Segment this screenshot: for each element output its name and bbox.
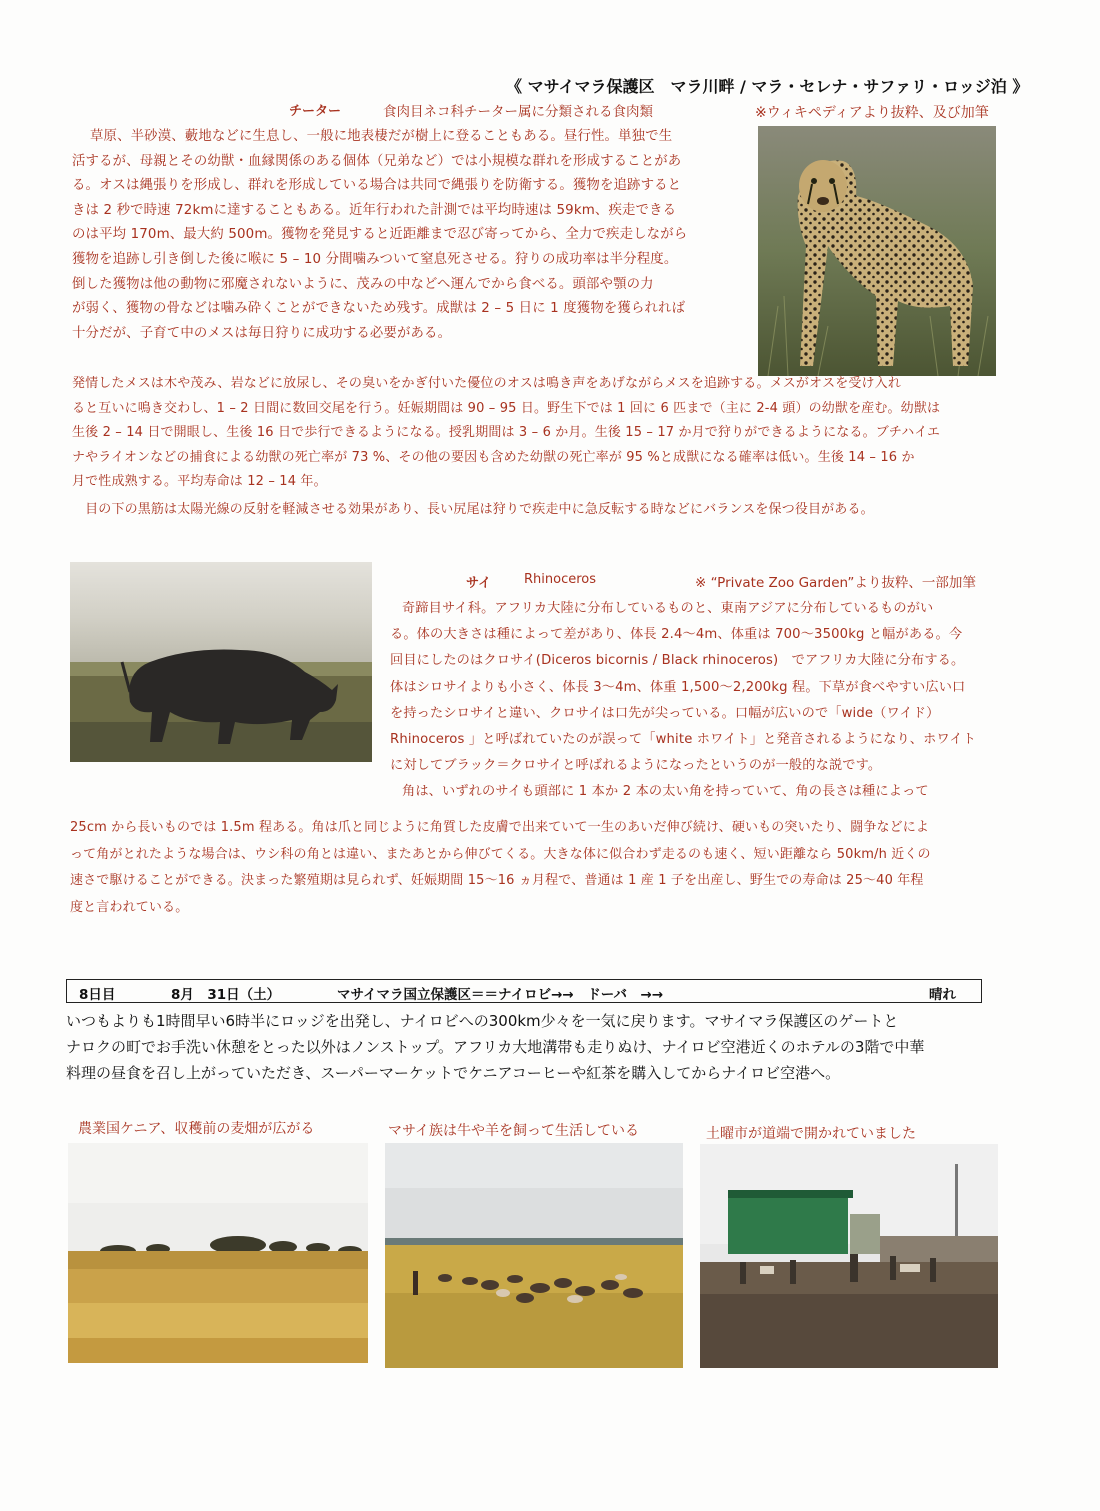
text-line: 度と言われている。	[70, 899, 189, 915]
text-line: いつもよりも1時間早い6時半にロッジを出発し、ナイロビへの300km少々を一気に戻ります。マサイマラ保護区のゲートと	[66, 1012, 899, 1030]
saturday-market-photo	[700, 1144, 998, 1368]
text-line: 回目にしたのはクロサイ(Diceros bicornis / Black rhinoceros) でアフリカ大陸に分布する。	[390, 653, 965, 669]
rhino-source-note: ※ “Private Zoo Garden”より抜粋、一部加筆	[695, 575, 976, 591]
text-line: 角は、いずれのサイも頭部に 1 本か 2 本の太い角を持っていて、角の長さは種によって	[402, 784, 929, 800]
text-line: 獲物を追跡し引き倒した後に喉に 5 – 10 分間噛みついて窒息死させる。狩りの成功率は半分程度。	[72, 251, 678, 267]
day-weather: 晴れ	[929, 987, 956, 1003]
maasai-cattle-photo	[385, 1143, 683, 1368]
photo-caption-maasai: マサイ族は牛や羊を飼って生活している	[388, 1123, 640, 1139]
text-line: 十分だが、子育て中のメスは毎日狩りに成功する必要がある。	[72, 325, 452, 341]
day-date: 8月 31日（土）	[171, 987, 281, 1003]
photo-caption-wheat: 農業国ケニア、収穫前の麦畑が広がる	[78, 1121, 315, 1137]
text-line: ナやライオンなどの捕食による幼獣の死亡率が 73 %、その他の要因も含めた幼獣の死亡率が 95 %と成獣になる確率は低い。生後 14 – 16 か	[72, 449, 915, 465]
photo-caption-market: 土曜市が道端で開かれていました	[706, 1126, 916, 1142]
day8-description	[66, 1008, 996, 1086]
text-line: る。オスは縄張りを形成し、群れを形成している場合は共同で縄張りを防衛する。獲物を追跡すると	[72, 178, 682, 194]
text-line: Rhinoceros 」と呼ばれていたのが誤って「white ホワイト」と発音されるようになり、ホワイト	[390, 732, 977, 748]
text-line: 速さで駆けることができる。決まった繁殖期は見られず、妊娠期間 15～16 ヵ月程で、普通は 1 産 1 子を出産し、野生での寿命は 25～40 年程	[70, 873, 924, 888]
rhino-heading-en: Rhinoceros	[524, 572, 597, 587]
text-line: 草原、半砂漠、藪地などに生息し、一般に地表棲だが樹上に登ることもある。昼行性。単独で生	[90, 129, 673, 144]
text-line: 活するが、母親とその幼獣・血縁関係のある個体（兄弟など）では小規模な群れを形成することがあ	[72, 153, 682, 169]
text-line: って角がとれたような場合は、ウシ科の角とは違い、またあとから伸びてくる。大きな体に似合わず走るのも速く、短い距離なら 50km/h 近くの	[70, 846, 931, 862]
text-line: る。体の大きさは種によって差があり、体長 2.4～4m、体重は 700～3500kg と幅がある。今	[390, 627, 963, 643]
text-line: ナロクの町でお手洗い休憩をとった以外はノンストップ。アフリカ大地溝帯も走りぬけ、ナイロビ空港近くのホテルの3階で中華	[66, 1038, 925, 1056]
rhino-text-wrapped	[390, 596, 1000, 806]
rhino-heading: サイ	[466, 576, 492, 591]
text-line: 目の下の黒筋は太陽光線の反射を軽減させる効果があり、長い尻尾は狩りで疾走中に急反転する時などにバランスを保つ役目がある。	[72, 501, 874, 517]
rhino-photo	[70, 562, 372, 762]
text-line: きは 2 秒で時速 72kmに達することもある。近年行われた計測では平均時速は 59km、疾走できる	[72, 202, 677, 218]
text-line: を持ったシロサイと違い、クロサイは口先が尖っている。口幅が広いので「wide（ワイド）	[390, 705, 940, 721]
cheetah-photo	[758, 126, 996, 376]
rhino-text-full	[70, 815, 1000, 921]
day-route: マサイマラ国立保護区＝＝ナイロビ→→ ドーバ →→	[337, 987, 664, 1003]
page-header: 《 マサイマラ保護区 マラ川畔 / マラ・セレナ・サファリ・ロッジ泊 》	[506, 77, 1029, 96]
text-line: 25cm から長いものでは 1.5m 程ある。角は爪と同じように角質した皮膚で出来ていて一生のあいだ伸び続け、硬いもの突いたり、闘争などによ	[70, 820, 930, 835]
day-header-box	[66, 979, 982, 1003]
text-line: が弱く、獲物の骨などは噛み砕くことができないため残す。成獣は 2 – 5 日に 1 度獲物を獲られれば	[72, 301, 686, 317]
text-line: 発情したメスは木や茂み、岩などに放尿し、その臭いをかぎ付いた優位のオスは鳴き声をあげながらメスを追跡する。メスがオスを受け入れ	[72, 376, 901, 391]
cheetah-text-wrapped	[72, 125, 748, 346]
text-line: 生後 2 – 14 日で開眼し、生後 16 日で歩行できるようになる。授乳期間は 3 – 6 か月。生後 15 – 17 か月で狩りができるようになる。ブチハイエ	[72, 425, 941, 441]
text-line: 料理の昼食を召し上がっていただき、スーパーマーケットでケニアコーヒーや紅茶を購入してからナイロビ空港へ。	[66, 1064, 841, 1082]
text-line: 奇蹄目サイ科。アフリカ大陸に分布しているものと、東南アジアに分布しているものがい	[402, 601, 934, 616]
text-line: ると互いに鳴き交わし、1 – 2 日間に数回交尾を行う。妊娠期間は 90 – 95 日。野生下では 1 回に 6 匹まで（主に 2-4 頭）の幼獣を産む。幼獣は	[72, 400, 941, 416]
cheetah-source-note: ※ウィキペディアより抜粋、及び加筆	[755, 105, 989, 121]
cheetah-text-full	[72, 372, 1002, 523]
day-number: 8日目	[79, 987, 116, 1003]
text-line: 体はシロサイよりも小さく、体長 3～4m、体重 1,500～2,200kg 程。下草が食べやすい広い口	[390, 679, 966, 695]
cheetah-heading: チーター	[289, 104, 342, 119]
cheetah-classification: 食肉目ネコ科チーター属に分類される食肉類	[383, 104, 653, 120]
text-line: のは平均 170m、最大約 500m。獲物を発見すると近距離まで忍び寄ってから、全力で疾走しながら	[72, 227, 688, 243]
text-line: 月で性成熟する。平均寿命は 12 – 14 年。	[72, 474, 327, 490]
wheat-field-photo	[68, 1143, 368, 1363]
text-line: 倒した獲物は他の動物に邪魔されないように、茂みの中などへ運んでから食べる。頭部や顎の力	[72, 276, 654, 292]
text-line: に対してブラック＝クロサイと呼ばれるようになったというのが一般的な説です。	[390, 758, 882, 774]
